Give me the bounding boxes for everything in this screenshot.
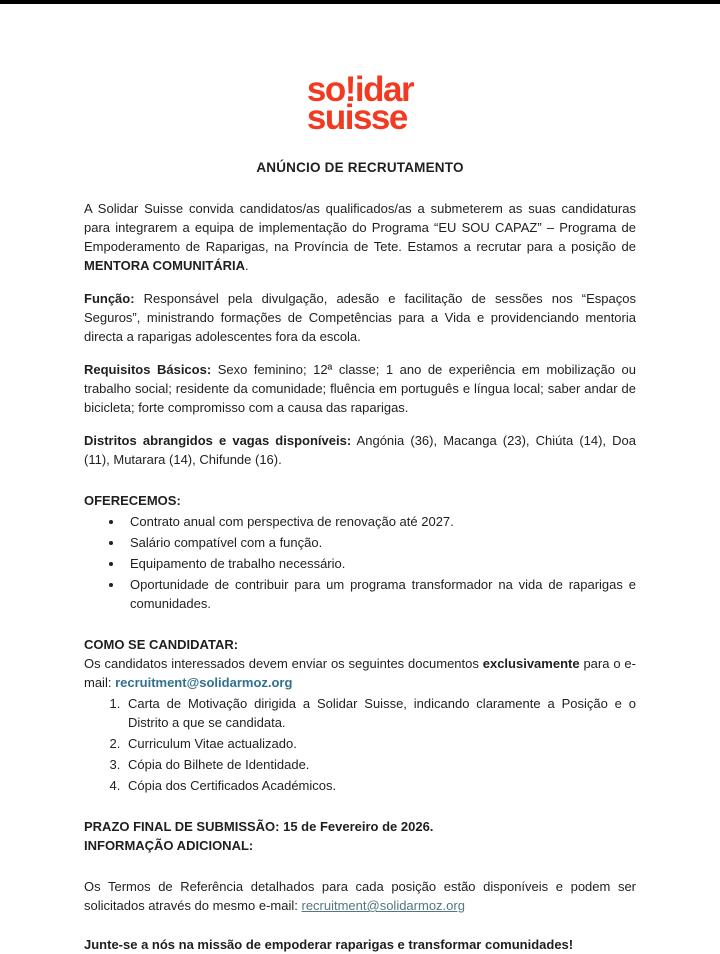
funcao-label: Função: bbox=[84, 291, 135, 306]
funcao-body: Responsável pela divulgação, adesão e facilitação de sessões nos “Espaços Seguros”, ministrando formações de Competências para a Vida e providenciando mentoria directa a raparigas adolescentes fora da escola. bbox=[84, 291, 636, 344]
requisitos-body: Sexo feminino; 12ª classe; 1 ano de experiência em mobilização ou trabalho social; residente da comunidade; fluência em português e língua local; saber andar de bicicleta; forte compromisso com a causa das raparigas. bbox=[84, 362, 636, 415]
intro-text: A Solidar Suisse convida candidatos/as qualificados/as a submeterem as suas candidaturas para integrarem a equipa de implementação do Programa “EU SOU CAPAZ” – Programa de Empoderamento de Raparigas, na Província de Tete. Estamos a recrutar para a posição de bbox=[84, 201, 636, 254]
prazo-heading: PRAZO FINAL DE SUBMISSÃO: 15 de Fevereiro de 2026. bbox=[84, 819, 434, 834]
recruitment-email-link[interactable]: recruitment@solidarmoz.org bbox=[115, 675, 293, 690]
candidatar-text: Os candidatos interessados devem enviar os seguintes documentos bbox=[84, 656, 483, 671]
offers-list bbox=[84, 512, 636, 613]
distritos-body: Angónia (36), Macanga (23), Chiúta (14), Doa (11), Mutarara (14), Chifunde (16). bbox=[84, 433, 637, 467]
application-steps-list bbox=[84, 694, 636, 795]
requisitos-paragraph bbox=[84, 360, 636, 417]
recruitment-email-link-secondary[interactable]: recruitment@solidarmoz.org bbox=[301, 898, 465, 913]
top-border bbox=[0, 0, 720, 4]
application-step: 1. Carta de Motivação dirigida a Solidar Suisse, indicando claramente a Posição e o Distrito a que se candidata. bbox=[124, 694, 636, 732]
offer-item: • Equipamento de trabalho necessário. bbox=[124, 554, 636, 573]
position-name: MENTORA COMUNITÁRIA bbox=[84, 258, 246, 273]
offer-item: • Oportunidade de contribuir para um programa transformador na vida de raparigas e comunidades. bbox=[124, 575, 636, 613]
candidatar-mid: para o e-mail: bbox=[84, 656, 636, 690]
informacao-adicional-heading: INFORMAÇÃO ADICIONAL: bbox=[84, 838, 254, 853]
application-step: 3. Cópia do Bilhete de Identidade. bbox=[124, 755, 636, 774]
distritos-paragraph bbox=[84, 431, 636, 469]
offer-item: • Contrato anual com perspectiva de renovação até 2027. bbox=[124, 512, 636, 531]
como-candidatar-heading: COMO SE CANDIDATAR: bbox=[84, 637, 239, 652]
application-step: 2. Curriculum Vitae actualizado. bbox=[124, 734, 636, 753]
logo-line-solidar: so!idar bbox=[306, 70, 414, 109]
offer-item: • Salário compatível com a função. bbox=[124, 533, 636, 552]
logo-line-suisse: suisse bbox=[306, 98, 407, 137]
exclusivamente-emphasis: exclusivamente bbox=[482, 656, 580, 671]
closing-statement: Junte-se a nós na missão de empoderar raparigas e transformar comunidades! bbox=[84, 937, 574, 952]
intro-period: . bbox=[245, 258, 249, 273]
oferecemos-heading: OFERECEMOS: bbox=[84, 493, 181, 508]
distritos-label: Distritos abrangidos e vagas disponíveis: bbox=[84, 433, 352, 448]
page-title: ANÚNCIO DE RECRUTAMENTO bbox=[256, 160, 464, 175]
como-candidatar-paragraph bbox=[84, 654, 636, 692]
info-paragraph bbox=[84, 877, 636, 915]
application-step: 4. Cópia dos Certificados Académicos. bbox=[124, 776, 636, 795]
requisitos-label: Requisitos Básicos: bbox=[84, 362, 212, 377]
logo-wordmark bbox=[306, 70, 414, 137]
solidar-suisse-logo bbox=[84, 70, 636, 137]
funcao-paragraph bbox=[84, 289, 636, 346]
info-text: Os Termos de Referência detalhados para cada posição estão disponíveis e podem ser solicitados através do mesmo e-mail: bbox=[84, 879, 636, 913]
intro-paragraph bbox=[84, 199, 636, 275]
